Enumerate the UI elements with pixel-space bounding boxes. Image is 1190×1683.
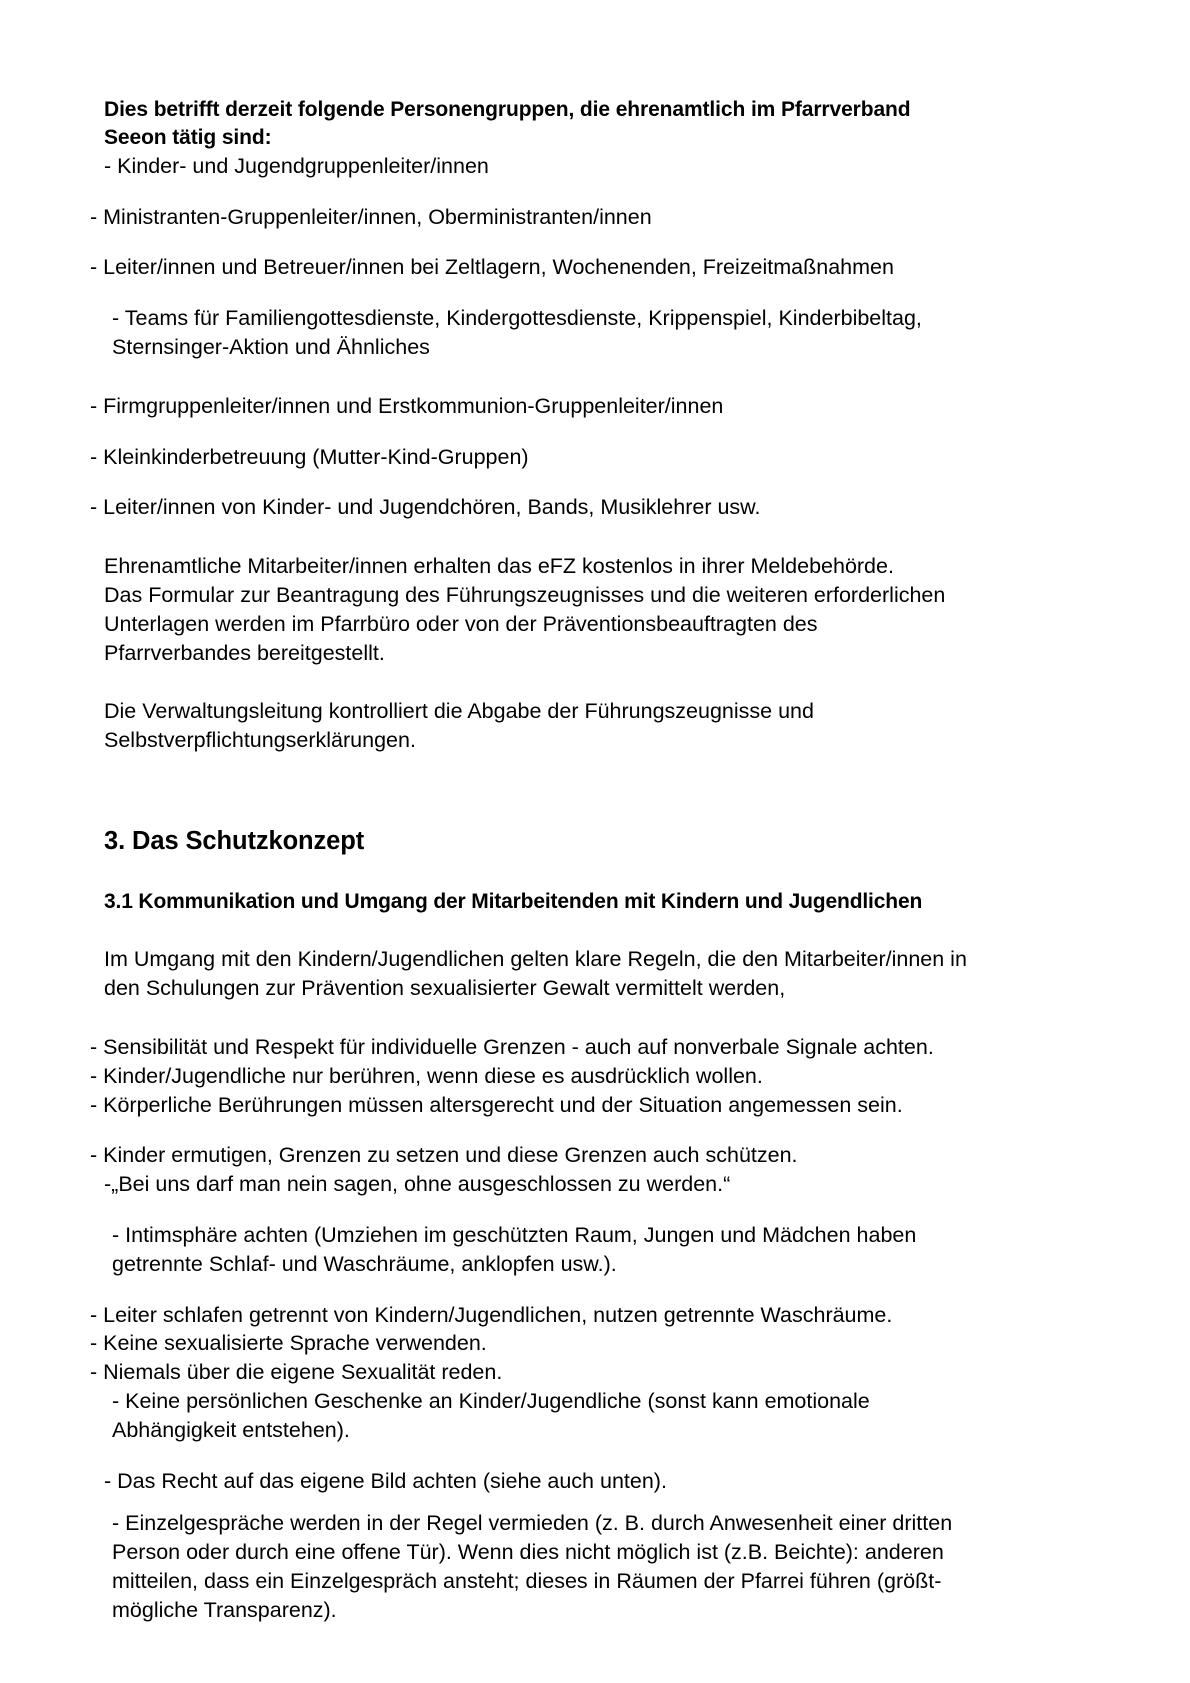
list-item-quote: -„Bei uns darf man nein sagen, ohne ausgeschlossen zu werden.“: [104, 1172, 731, 1197]
list-item: - Körperliche Berührungen müssen altersgerecht und der Situation angemessen sein.: [90, 1092, 903, 1117]
paragraph-lead-line-2: den Schulungen zur Prävention sexualisierter Gewalt vermittelt werden,: [104, 976, 786, 1001]
list-item: - Ministranten-Gruppenleiter/innen, Oberministranten/innen: [90, 204, 652, 229]
list-item-teams: [104, 304, 994, 362]
paragraph-efz: [104, 552, 994, 667]
list-item: - Keine sexualisierte Sprache verwenden.: [90, 1331, 487, 1356]
list-item-teams-line-2: Sternsinger-Aktion und Ähnliches: [112, 335, 430, 360]
spacer: [104, 1445, 994, 1467]
paragraph-efz-line-4: Pfarrverbandes bereitgestellt.: [104, 640, 385, 665]
spacer: [104, 858, 994, 888]
spacer: [104, 362, 994, 392]
section-title-3: 3. Das Schutzkonzept: [104, 827, 365, 855]
spacer: [104, 1119, 994, 1141]
paragraph-lead-3-1: [104, 945, 994, 1003]
list-item: - Sensibilität und Respekt für individuelle Grenzen - auch auf nonverbale Signale achten.: [90, 1035, 934, 1060]
list-item-geschenke-line-1: - Keine persönlichen Geschenke an Kinder/Jugendliche (sonst kann emotionale: [112, 1389, 870, 1413]
spacer: [104, 282, 994, 304]
spacer: [104, 1279, 994, 1301]
list-item: - Leiter schlafen getrennt von Kindern/Jugendlichen, nutzen getrennte Waschräume.: [90, 1302, 893, 1327]
paragraph-efz-line-3: Unterlagen werden im Pfarrbüro oder von der Präventionsbeauftragten des: [104, 611, 818, 636]
paragraph-kontrolle: [104, 697, 994, 755]
paragraph-lead-line-1: Im Umgang mit den Kindern/Jugendlichen gelten klare Regeln, die den Mitarbeiter/innen in: [104, 947, 967, 972]
list-item: - Kleinkinderbetreuung (Mutter-Kind-Gruppen): [90, 444, 529, 469]
list-item-intimsphaere-line-1: - Intimsphäre achten (Umziehen im geschützten Raum, Jungen und Mädchen haben: [112, 1223, 917, 1248]
subsection-title-3-1: 3.1 Kommunikation und Umgang der Mitarbeitenden mit Kindern und Jugendlichen: [104, 890, 923, 914]
rules-group-1: [90, 1033, 994, 1119]
intro-heading-line-1: Dies betrifft derzeit folgende Personengruppen, die ehrenamtlich im Pfarrverband: [104, 98, 911, 121]
spacer: [104, 421, 994, 443]
paragraph-efz-line-2: Das Formular zur Beantragung des Führungszeugnisses und die weiteren erforderlichen: [104, 583, 946, 608]
spacer: [104, 471, 994, 493]
list-item-teams-line-1: - Teams für Familiengottesdienste, Kindergottesdienste, Krippenspiel, Kinderbibeltag,: [112, 306, 922, 331]
list-item-geschenke: [104, 1387, 994, 1445]
paragraph-efz-line-1: Ehrenamtliche Mitarbeiter/innen erhalten das eFZ kostenlos in ihrer Meldebehörde.: [104, 554, 894, 579]
list-item: - Kinder/Jugendliche nur berühren, wenn diese es ausdrücklich wollen.: [90, 1063, 763, 1088]
list-item: - Leiter/innen von Kinder- und Jugendchören, Bands, Musiklehrer usw.: [90, 495, 761, 520]
spacer: [104, 1199, 994, 1221]
list-item-einzelgespraeche-line-3: mitteilen, dass ein Einzelgespräch ansteht; dieses in Räumen der Pfarrei führen (größt-: [112, 1568, 942, 1593]
spacer: [104, 231, 994, 253]
intro-heading-line-2: Seeon tätig sind:: [104, 125, 272, 149]
rules-group-2: [90, 1141, 994, 1199]
list-item-einzelgespraeche-line-1: - Einzelgespräche werden in der Regel vermieden (z. B. durch Anwesenheit einer dritten: [112, 1511, 953, 1536]
list-item-intimsphaere-line-2: getrennte Schlaf- und Waschräume, anklopfen usw.).: [112, 1251, 617, 1276]
document-content: [90, 96, 994, 1625]
list-item-einzelgespraeche: [104, 1509, 994, 1624]
list-item-geschenke-line-2: Abhängigkeit entstehen).: [112, 1417, 350, 1442]
list-item: - Leiter/innen und Betreuer/innen bei Zeltlagern, Wochenenden, Freizeitmaßnahmen: [90, 255, 894, 280]
paragraph-kontrolle-line-1: Die Verwaltungsleitung kontrolliert die Abgabe der Führungszeugnisse und: [104, 699, 814, 724]
list-item: - Kinder ermutigen, Grenzen zu setzen und diese Grenzen auch schützen.: [90, 1143, 798, 1168]
personengruppen-list-part-2: [90, 392, 994, 522]
list-item: - Firmgruppenleiter/innen und Erstkommunion-Gruppenleiter/innen: [90, 393, 724, 418]
spacer: [104, 1495, 994, 1509]
spacer: [104, 1003, 994, 1033]
intro-heading: [104, 96, 994, 152]
personengruppen-list-part-1: [90, 203, 994, 283]
list-item-recht-am-bild: - Das Recht auf das eigene Bild achten (siehe auch unten).: [104, 1468, 667, 1493]
list-item-einzelgespraeche-line-2: Person oder durch eine offene Tür). Wenn dies nicht möglich ist (z.B. Beichte): anderen: [112, 1540, 944, 1565]
list-item-einzelgespraeche-line-4: mögliche Transparenz).: [112, 1597, 337, 1622]
rules-group-4: [90, 1301, 994, 1387]
spacer: [104, 915, 994, 945]
spacer: [104, 667, 994, 697]
spacer: [104, 755, 994, 825]
spacer: [104, 522, 994, 552]
spacer: [104, 181, 994, 203]
paragraph-kontrolle-line-2: Selbstverpflichtungserklärungen.: [104, 728, 416, 753]
intro-first-item: - Kinder- und Jugendgruppenleiter/innen: [104, 153, 489, 178]
list-item: - Niemals über die eigene Sexualität reden.: [90, 1360, 503, 1385]
list-item-intimsphaere: [104, 1221, 994, 1279]
